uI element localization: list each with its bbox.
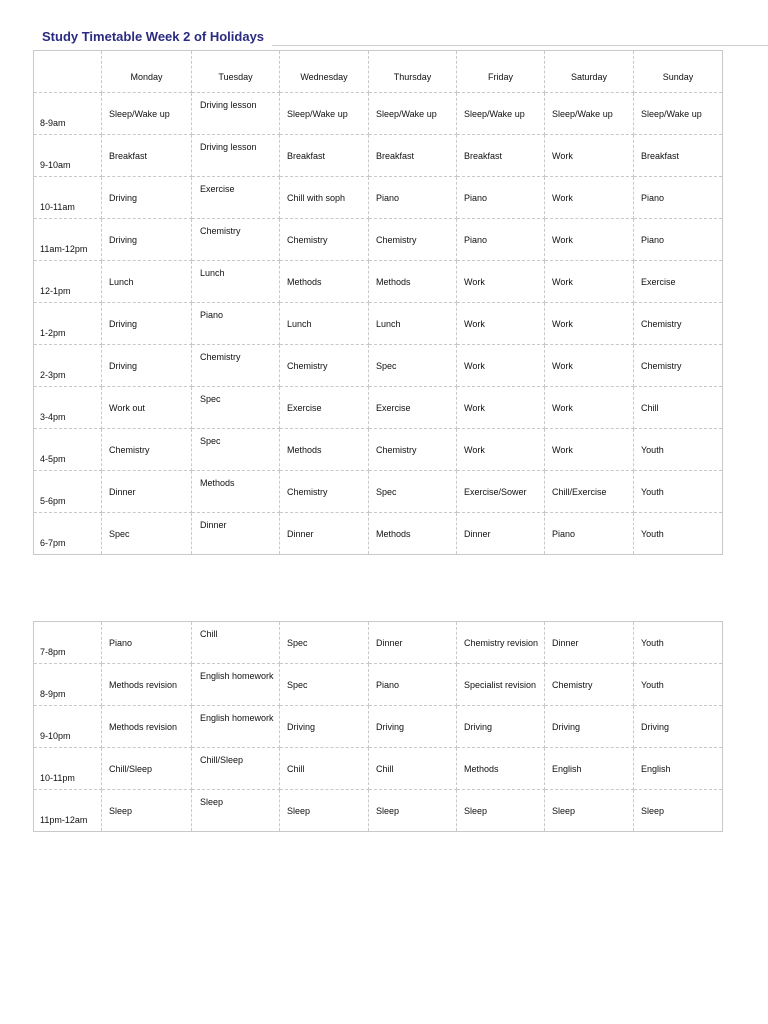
activity-sunday: Piano	[641, 234, 665, 245]
activity-friday: Work	[464, 444, 485, 455]
activity-cell	[634, 261, 723, 303]
activity-sunday: Sleep/Wake up	[641, 108, 702, 119]
activity-sunday: Sleep	[641, 805, 665, 816]
activity-cell	[545, 177, 634, 219]
time-cell	[34, 177, 102, 219]
activity-cell	[634, 345, 723, 387]
activity-saturday: Work	[552, 444, 573, 455]
time-slot-label: 9-10pm	[40, 731, 71, 741]
day-header-saturday: Saturday	[570, 72, 608, 82]
activity-cell	[634, 135, 723, 177]
activity-friday: Driving	[464, 721, 493, 732]
activity-thursday: Breakfast	[376, 150, 415, 161]
time-slot-label: 7-8pm	[40, 647, 66, 657]
activity-saturday: Work	[552, 360, 573, 371]
activity-wednesday: Driving	[287, 721, 316, 732]
activity-cell	[192, 471, 280, 513]
activity-friday: Sleep	[464, 805, 488, 816]
activity-cell	[457, 664, 545, 706]
activity-saturday: Work	[552, 318, 573, 329]
time-slot-label: 3-4pm	[40, 412, 66, 422]
activity-cell	[280, 790, 369, 832]
activity-cell	[634, 219, 723, 261]
day-header-thursday: Thursday	[393, 72, 432, 82]
activity-sunday: English	[641, 763, 671, 774]
day-header-cell	[369, 51, 457, 93]
activity-cell	[369, 706, 457, 748]
activity-saturday: Chill/Exercise	[552, 486, 607, 497]
activity-cell	[369, 177, 457, 219]
activity-tuesday: Sleep	[200, 797, 224, 807]
activity-tuesday: Chemistry	[200, 226, 241, 236]
activity-thursday: Spec	[376, 486, 397, 497]
activity-tuesday: English homework	[200, 713, 274, 723]
activity-wednesday: Methods	[287, 276, 322, 287]
activity-cell	[634, 471, 723, 513]
activity-sunday: Youth	[641, 444, 664, 455]
activity-monday: Methods revision	[109, 679, 178, 690]
activity-cell	[280, 93, 369, 135]
activity-cell	[102, 471, 192, 513]
time-slot-label: 8-9pm	[40, 689, 66, 699]
activity-cell	[280, 219, 369, 261]
table-row	[34, 303, 723, 345]
day-header-sunday: Sunday	[662, 72, 694, 82]
activity-wednesday: Methods	[287, 444, 322, 455]
activity-cell	[102, 219, 192, 261]
activity-sunday: Driving	[641, 721, 670, 732]
activity-cell	[545, 790, 634, 832]
activity-cell	[634, 177, 723, 219]
activity-monday: Piano	[109, 637, 133, 648]
time-slot-label: 8-9am	[40, 118, 66, 128]
day-header-friday: Friday	[487, 72, 513, 82]
activity-tuesday: Chill/Sleep	[200, 755, 244, 765]
activity-monday: Lunch	[109, 276, 134, 287]
activity-monday: Dinner	[109, 486, 136, 497]
activity-thursday: Driving	[376, 721, 405, 732]
activity-cell	[545, 93, 634, 135]
activity-monday: Chemistry	[109, 444, 150, 455]
activity-cell	[280, 345, 369, 387]
activity-cell	[369, 303, 457, 345]
time-cell	[34, 706, 102, 748]
time-cell	[34, 303, 102, 345]
table-row	[34, 387, 723, 429]
activity-thursday: Sleep/Wake up	[376, 108, 437, 119]
activity-cell	[192, 303, 280, 345]
activity-cell	[192, 345, 280, 387]
activity-wednesday: Chill with soph	[287, 192, 346, 203]
activity-saturday: Work	[552, 234, 573, 245]
activity-cell	[545, 748, 634, 790]
activity-monday: Sleep/Wake up	[109, 108, 170, 119]
activity-cell	[192, 177, 280, 219]
time-cell	[34, 135, 102, 177]
activity-wednesday: Spec	[287, 679, 308, 690]
activity-cell	[192, 706, 280, 748]
activity-cell	[457, 790, 545, 832]
activity-wednesday: Sleep	[287, 805, 311, 816]
table-row	[34, 177, 723, 219]
activity-cell	[369, 219, 457, 261]
activity-thursday: Spec	[376, 360, 397, 371]
time-slot-label: 5-6pm	[40, 496, 66, 506]
activity-cell	[457, 622, 545, 664]
activity-thursday: Chemistry	[376, 234, 417, 245]
activity-cell	[280, 429, 369, 471]
activity-cell	[102, 513, 192, 555]
activity-cell	[545, 622, 634, 664]
activity-saturday: Driving	[552, 721, 581, 732]
activity-tuesday: Exercise	[200, 184, 235, 194]
activity-cell	[457, 219, 545, 261]
time-cell	[34, 219, 102, 261]
activity-cell	[457, 748, 545, 790]
time-cell	[34, 345, 102, 387]
activity-sunday: Piano	[641, 192, 665, 203]
activity-cell	[280, 622, 369, 664]
time-slot-label: 2-3pm	[40, 370, 66, 380]
activity-cell	[369, 429, 457, 471]
activity-friday: Methods	[464, 763, 499, 774]
activity-sunday: Exercise	[641, 276, 676, 287]
time-cell	[34, 387, 102, 429]
activity-wednesday: Sleep/Wake up	[287, 108, 348, 119]
activity-cell	[280, 387, 369, 429]
time-cell	[34, 471, 102, 513]
activity-wednesday: Exercise	[287, 402, 322, 413]
table-row	[34, 135, 723, 177]
activity-cell	[545, 345, 634, 387]
activity-tuesday: Driving lesson	[200, 142, 257, 152]
time-cell	[34, 429, 102, 471]
day-header-cell	[634, 51, 723, 93]
activity-wednesday: Dinner	[287, 528, 314, 539]
activity-cell	[280, 261, 369, 303]
table-row	[34, 429, 723, 471]
activity-saturday: Sleep/Wake up	[552, 108, 613, 119]
activity-monday: Driving	[109, 318, 138, 329]
activity-sunday: Chill	[641, 402, 659, 413]
activity-cell	[280, 513, 369, 555]
activity-monday: Driving	[109, 234, 138, 245]
header-row	[34, 51, 723, 93]
activity-wednesday: Chill	[287, 763, 305, 774]
day-header-cell	[545, 51, 634, 93]
day-header-cell	[102, 51, 192, 93]
activity-cell	[369, 471, 457, 513]
activity-cell	[634, 93, 723, 135]
activity-cell	[634, 387, 723, 429]
activity-cell	[369, 664, 457, 706]
activity-cell	[634, 706, 723, 748]
activity-monday: Sleep	[109, 805, 133, 816]
activity-monday: Work out	[109, 402, 145, 413]
activity-cell	[102, 706, 192, 748]
activity-cell	[369, 135, 457, 177]
activity-saturday: Piano	[552, 528, 576, 539]
day-header-cell	[192, 51, 280, 93]
activity-cell	[545, 513, 634, 555]
time-slot-label: 4-5pm	[40, 454, 66, 464]
activity-cell	[369, 622, 457, 664]
activity-cell	[102, 387, 192, 429]
activity-tuesday: Methods	[200, 478, 235, 488]
time-cell	[34, 93, 102, 135]
activity-cell	[280, 471, 369, 513]
activity-friday: Work	[464, 360, 485, 371]
activity-friday: Breakfast	[464, 150, 503, 161]
table-row	[34, 261, 723, 303]
activity-wednesday: Chemistry	[287, 360, 328, 371]
table-row	[34, 513, 723, 555]
activity-cell	[280, 303, 369, 345]
activity-cell	[192, 513, 280, 555]
activity-cell	[369, 387, 457, 429]
activity-cell	[102, 303, 192, 345]
activity-cell	[457, 471, 545, 513]
activity-monday: Chill/Sleep	[109, 763, 153, 774]
day-header-wednesday: Wednesday	[300, 72, 348, 82]
time-slot-label: 11pm-12am	[40, 815, 88, 825]
activity-cell	[634, 790, 723, 832]
day-header-cell	[280, 51, 369, 93]
activity-cell	[634, 429, 723, 471]
activity-saturday: Work	[552, 402, 573, 413]
activity-thursday: Lunch	[376, 318, 401, 329]
time-slot-label: 12-1pm	[40, 286, 71, 296]
activity-cell	[457, 387, 545, 429]
activity-cell	[280, 177, 369, 219]
activity-cell	[545, 303, 634, 345]
activity-cell	[545, 219, 634, 261]
activity-tuesday: Driving lesson	[200, 100, 257, 110]
activity-cell	[280, 135, 369, 177]
activity-thursday: Chemistry	[376, 444, 417, 455]
activity-thursday: Chill	[376, 763, 394, 774]
activity-cell	[102, 135, 192, 177]
timetable-table-evening	[33, 621, 723, 832]
activity-cell	[457, 177, 545, 219]
table-row	[34, 622, 723, 664]
time-slot-label: 10-11am	[40, 202, 75, 212]
activity-cell	[102, 93, 192, 135]
activity-cell	[545, 135, 634, 177]
activity-cell	[369, 93, 457, 135]
activity-wednesday: Spec	[287, 637, 308, 648]
activity-saturday: Work	[552, 276, 573, 287]
activity-cell	[102, 748, 192, 790]
activity-cell	[102, 429, 192, 471]
activity-friday: Piano	[464, 192, 488, 203]
activity-wednesday: Chemistry	[287, 234, 328, 245]
activity-sunday: Youth	[641, 486, 664, 497]
activity-tuesday: Piano	[200, 310, 224, 320]
table-row	[34, 664, 723, 706]
activity-sunday: Youth	[641, 637, 664, 648]
day-header-cell	[457, 51, 545, 93]
activity-cell	[457, 303, 545, 345]
time-cell	[34, 748, 102, 790]
activity-cell	[192, 664, 280, 706]
time-cell	[34, 664, 102, 706]
table-row	[34, 219, 723, 261]
activity-tuesday: Chill	[200, 629, 218, 639]
activity-cell	[545, 387, 634, 429]
time-cell	[34, 622, 102, 664]
time-cell	[34, 261, 102, 303]
time-cell	[34, 790, 102, 832]
activity-saturday: Work	[552, 150, 573, 161]
activity-monday: Methods revision	[109, 721, 178, 732]
activity-cell	[545, 664, 634, 706]
activity-cell	[102, 261, 192, 303]
activity-cell	[634, 748, 723, 790]
activity-friday: Piano	[464, 234, 488, 245]
activity-cell	[280, 748, 369, 790]
activity-friday: Specialist revision	[464, 679, 537, 690]
activity-wednesday: Breakfast	[287, 150, 326, 161]
activity-friday: Sleep/Wake up	[464, 108, 525, 119]
activity-thursday: Methods	[376, 528, 411, 539]
activity-tuesday: Chemistry	[200, 352, 241, 362]
activity-cell	[369, 345, 457, 387]
activity-cell	[545, 706, 634, 748]
time-slot-label: 6-7pm	[40, 538, 66, 548]
table-row	[34, 790, 723, 832]
activity-cell	[102, 790, 192, 832]
activity-cell	[457, 135, 545, 177]
activity-cell	[102, 664, 192, 706]
activity-cell	[192, 93, 280, 135]
time-slot-label: 9-10am	[40, 160, 71, 170]
activity-sunday: Chemistry	[641, 360, 682, 371]
activity-thursday: Exercise	[376, 402, 411, 413]
activity-sunday: Youth	[641, 679, 664, 690]
activity-friday: Dinner	[464, 528, 491, 539]
activity-cell	[192, 429, 280, 471]
table-row	[34, 748, 723, 790]
header-corner-cell	[34, 51, 102, 93]
table-row	[34, 471, 723, 513]
activity-saturday: Dinner	[552, 637, 579, 648]
activity-cell	[192, 261, 280, 303]
activity-cell	[369, 790, 457, 832]
activity-monday: Driving	[109, 192, 138, 203]
activity-wednesday: Chemistry	[287, 486, 328, 497]
activity-cell	[192, 387, 280, 429]
activity-cell	[545, 429, 634, 471]
activity-cell	[634, 303, 723, 345]
activity-saturday: Work	[552, 192, 573, 203]
activity-sunday: Chemistry	[641, 318, 682, 329]
activity-thursday: Piano	[376, 192, 400, 203]
activity-cell	[192, 622, 280, 664]
activity-cell	[369, 261, 457, 303]
activity-tuesday: Spec	[200, 394, 221, 404]
activity-friday: Exercise/Sower	[464, 486, 527, 497]
activity-cell	[545, 261, 634, 303]
activity-thursday: Sleep	[376, 805, 400, 816]
activity-cell	[457, 429, 545, 471]
activity-cell	[102, 345, 192, 387]
activity-cell	[369, 513, 457, 555]
activity-thursday: Dinner	[376, 637, 403, 648]
activity-cell	[634, 513, 723, 555]
activity-tuesday: English homework	[200, 671, 274, 681]
day-header-tuesday: Tuesday	[218, 72, 253, 82]
activity-cell	[192, 219, 280, 261]
table-row	[34, 706, 723, 748]
activity-cell	[457, 706, 545, 748]
activity-friday: Work	[464, 402, 485, 413]
activity-sunday: Breakfast	[641, 150, 680, 161]
activity-cell	[102, 622, 192, 664]
timetable-table	[33, 50, 723, 555]
activity-cell	[457, 513, 545, 555]
activity-cell	[545, 471, 634, 513]
activity-tuesday: Lunch	[200, 268, 225, 278]
activity-tuesday: Dinner	[200, 520, 227, 530]
activity-cell	[457, 261, 545, 303]
activity-thursday: Piano	[376, 679, 400, 690]
day-header-monday: Monday	[130, 72, 163, 82]
activity-monday: Driving	[109, 360, 138, 371]
activity-friday: Work	[464, 276, 485, 287]
activity-monday: Spec	[109, 528, 130, 539]
activity-friday: Work	[464, 318, 485, 329]
time-slot-label: 1-2pm	[40, 328, 66, 338]
activity-saturday: Sleep	[552, 805, 576, 816]
activity-cell	[192, 135, 280, 177]
page-title: Study Timetable Week 2 of Holidays	[42, 29, 265, 44]
table-row	[34, 93, 723, 135]
activity-cell	[457, 345, 545, 387]
time-slot-label: 11am-12pm	[40, 244, 88, 254]
activity-thursday: Methods	[376, 276, 411, 287]
activity-saturday: English	[552, 763, 582, 774]
activity-cell	[192, 748, 280, 790]
activity-cell	[369, 748, 457, 790]
activity-tuesday: Spec	[200, 436, 221, 446]
title-divider	[272, 45, 768, 46]
activity-friday: Chemistry revision	[464, 637, 539, 648]
activity-sunday: Youth	[641, 528, 664, 539]
time-slot-label: 10-11pm	[40, 773, 75, 783]
activity-saturday: Chemistry	[552, 679, 593, 690]
table-row	[34, 345, 723, 387]
activity-monday: Breakfast	[109, 150, 148, 161]
activity-cell	[102, 177, 192, 219]
time-cell	[34, 513, 102, 555]
activity-cell	[192, 790, 280, 832]
activity-cell	[457, 93, 545, 135]
activity-cell	[634, 664, 723, 706]
activity-cell	[280, 706, 369, 748]
activity-cell	[634, 622, 723, 664]
activity-wednesday: Lunch	[287, 318, 312, 329]
activity-cell	[280, 664, 369, 706]
